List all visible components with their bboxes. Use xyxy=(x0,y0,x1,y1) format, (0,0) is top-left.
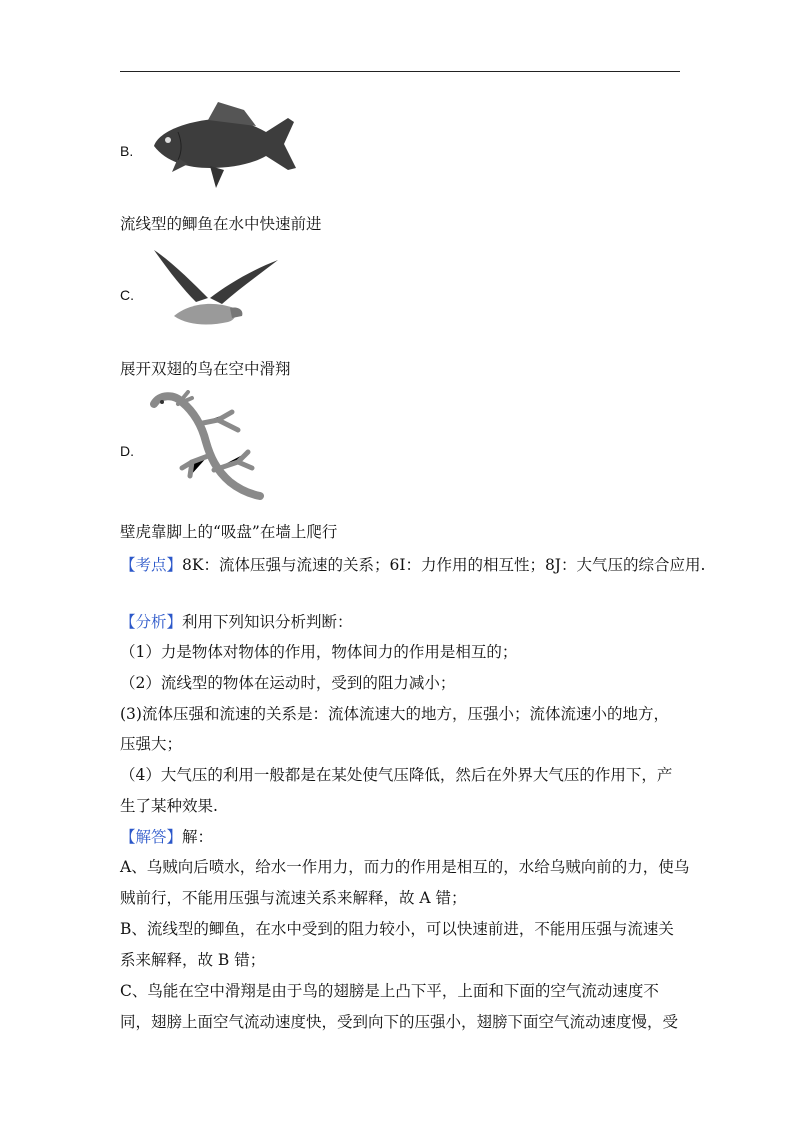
fenxi-item: （4）大气压的利用一般都是在某处使气压降低，然后在外界大气压的作用下，产 xyxy=(120,766,673,784)
option-d-letter: D. xyxy=(120,443,134,459)
kaodian-label: 【考点】 xyxy=(120,556,183,574)
fenxi-item: 压强大； xyxy=(120,735,183,753)
jieda-text-line: B、流线型的鲫鱼，在水中受到的阻力较小，可以快速前进，不能用压强与流速关 xyxy=(120,920,674,938)
header-rule xyxy=(120,71,680,72)
option-b-caption: 流线型的鲫鱼在水中快速前进 xyxy=(120,215,322,233)
fenxi-intro: 利用下列知识分析判断： xyxy=(182,613,353,631)
option-b-letter: B. xyxy=(120,143,134,159)
kaodian-line xyxy=(120,555,705,575)
jieda-label: 【解答】 xyxy=(120,828,183,846)
fenxi-line xyxy=(120,612,353,632)
fenxi-item: (3)流体压强和流速的关系是：流体流速大的地方，压强小；流体流速小的地方， xyxy=(120,705,669,723)
fenxi-label: 【分析】 xyxy=(120,613,183,631)
fenxi-item: （1）力是物体对物体的作用，物体间力的作用是相互的； xyxy=(120,643,518,661)
fenxi-item: 生了某种效果. xyxy=(120,797,218,815)
option-d-caption: 壁虎靠脚上的“吸盘”在墙上爬行 xyxy=(120,523,338,541)
jieda-text-line: 系来解释，故 B 错； xyxy=(120,951,266,969)
gecko-image xyxy=(148,390,266,502)
bird-image xyxy=(148,246,288,332)
option-c-letter: C. xyxy=(120,287,134,303)
kaodian-text: 8K：流体压强与流速的关系；6I：力作用的相互性；8J：大气压的综合应用. xyxy=(182,556,706,574)
jieda-text-line: 贼前行，不能用压强与流速关系来解释，故 A 错； xyxy=(120,889,467,907)
option-c-caption: 展开双翅的鸟在空中滑翔 xyxy=(120,360,291,378)
jieda-text-line: A、乌贼向后喷水，给水一作用力，而力的作用是相互的，水给乌贼向前的力，使乌 xyxy=(120,858,690,876)
jieda-line xyxy=(120,827,213,847)
fish-image xyxy=(148,98,300,190)
jieda-text-line: C、鸟能在空中滑翔是由于鸟的翅膀是上凸下平，上面和下面的空气流动速度不 xyxy=(120,982,659,1000)
jieda-intro: 解： xyxy=(182,828,214,846)
fenxi-item: （2）流线型的物体在运动时，受到的阻力减小； xyxy=(120,674,456,692)
jieda-text-line: 同，翅膀上面空气流动速度快，受到向下的压强小，翅膀下面空气流动速度慢，受 xyxy=(120,1013,679,1031)
